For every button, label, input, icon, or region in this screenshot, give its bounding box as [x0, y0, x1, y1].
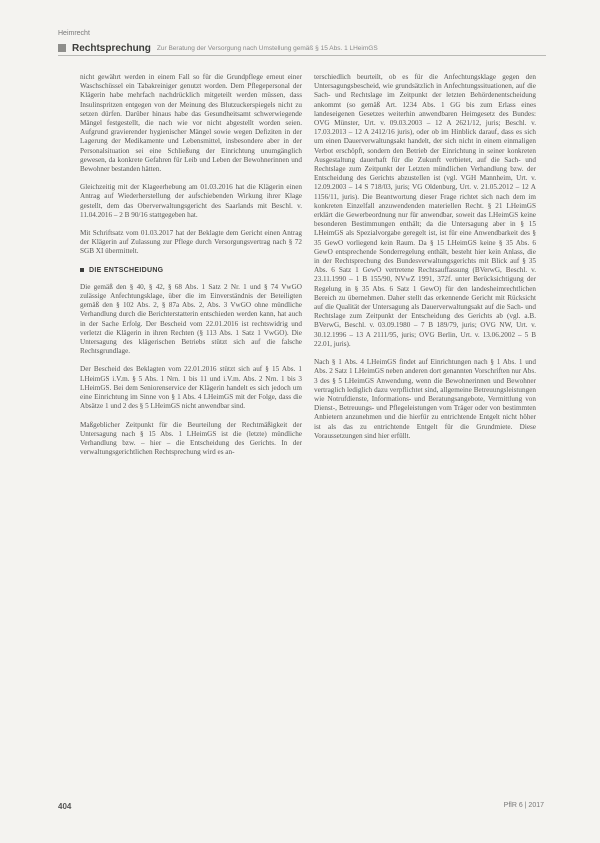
page-number: 404	[58, 802, 72, 811]
header-square-icon	[58, 44, 66, 52]
decision-paragraph-1: Die gemäß den § 40, § 42, § 68 Abs. 1 Satz 2 Nr. 1 und § 74 VwGO zulässige Anfechtungsklage, über die im Einverständnis der Beteiligten gemäß den § 102 Abs. 2, § 87a Abs. 2, Abs. 3 VwGO ohne mündliche Verhandlung durch die Berichterstatterin entschieden werden kann, hat auch in der Sache Erfolg. Der Bescheid vom 22.01.2016 ist rechtswidrig und verletzt die Klägerin in ihren Rechten (§ 113 Abs. 1 Satz 1 VwGO). Die Untersagung des klägerischen Betriebs stützt sich auf die falsche Rechtsgrundlage.	[80, 282, 302, 356]
left-column	[80, 73, 302, 466]
journal-issue: PflR 6 | 2017	[503, 802, 544, 809]
section-bullet-icon	[80, 268, 84, 272]
kicker-label: Heimrecht	[58, 30, 90, 37]
decision-paragraph-2: Der Bescheid des Beklagten vom 22.01.2016 stützt sich auf § 15 Abs. 1 LHeimGS i.V.m. § 5 Abs. 1 Nrn. 1 bis 11 und i.V.m. Abs. 2 Nrn. 1 bis 3 LHeimGS. Bei dem Seniorenservice der Klägerin handelt es sich jedoch um eine Einrichtung im Sinne von § 1 Abs. 4 LHeimGS mit der Folge, dass die Absätze 1 und 2 des § 5 LHeimGS nicht anwendbar sind.	[80, 365, 302, 411]
header-subtitle: Zur Beratung der Versorgung nach Umstellung gemäß § 15 Abs. 1 LHeimGS	[156, 44, 378, 52]
header-title: Rechtsprechung	[72, 42, 151, 54]
right-paragraph-2: Nach § 1 Abs. 4 LHeimGS findet auf Einrichtungen nach § 1 Abs. 1 und Abs. 2 Satz 1 LHeimGS neben anderen dort genannten Vorschriften nur Abs. 3 des § 5 LHeimGS Anwendung, wenn die Bewohnerinnen und Bewohner vertraglich lediglich dazu verpflichtet sind, allgemeine Betreuungsleistungen wie Notrufdienste, Informations- und Beratungsangebote, Vermittlung von Dienst-, Betreuungs- und Pflegeleistungen vom Träger oder von bestimmten Anbietern anzunehmen und die hierfür zu entrichtende Entgelt nicht höher ist als das zu entrichtende Entgelt für die Grundmiete. Diese Voraussetzungen sind hier erfüllt.	[314, 358, 536, 440]
right-paragraph-1: terschiedlich beurteilt, ob es für die Anfechtungsklage gegen den Untersagungsbescheid, wie grundsätzlich in Anfechtungssituationen, auf die Sach- und Rechtslage im Zeitpunkt der letzten Behördenentscheidung ankommt (so gemäß Art. 1234 Abs. 1 GG bis zum Erlass eines landeseigenen Gesetzes weiterhin anwendbaren Heimgesetz des Bundes: OVG Münster, Urt. v. 09.03.2003 – 12 A 2621/12, juris; Beschl. v. 17.03.2013 – 12 A 2412/16 juris), oder ob im Hinblick darauf, dass es sich um einen Dauerverwaltungsakt handelt, der sich nicht in einem einmaligen Verbot erschöpft, sondern den Betrieb der Einrichtung in seiner konkreten Ausgestaltung dauerhaft für die Zukunft verbietet, auf die Sach- und Rechtslage zum Zeitpunkt der Letzten mündlichen Verhandlung bzw. der Entscheidung des Gerichts abzustellen ist (vgl. VGH Mannheim, Urt. v. 12.09.2003 – 14 S 718/03, juris; VG Oldenburg, Urt. v. 21.05.2012 – 12 A 1156/11, juris). Die Beantwortung dieser Frage richtet sich nach dem im konkreten Einzelfall anzuwendenden materiellen Recht. § 21 LHeimGS erklärt die Gewerbeordnung nur für anwendbar, soweit das LHeimGS keine besonderen Bestimmungen enthält; da die Untersagung aber in § 15 LHeimGS als Spezialvorgabe geregelt ist, ist für eine Anwendbarkeit des § 35 GewO vorliegend kein Raum. Da § 15 LHeimGS keine § 35 Abs. 6 GewO entsprechende Sonderregelung enthält, besteht hier kein Anlass, die in der Rechtsprechung des Bundesverwaltungsgerichts mit Blick auf § 35 Abs. 6 Satz 1 GewO vertretene Rechtsauffassung (BVerwG, Beschl. v. 23.11.1990 – 1 B 155/90, NVwZ 1991, 372f. unter Berücksichtigung der Regelung in § 35 Abs. 6 Satz 1 GewO) für den landesheimrechtlichen Bereich zu übernehmen. Daher stellt das erkennende Gericht mit Rücksicht auf die Qualität der Untersagung als Dauerverwaltungsakt auf die Sach- und Rechtslage zum Zeitpunkt der Entscheidung des Gerichts ab (vgl. a.B. BVerwG, Beschl. v. 03.09.1980 – 7 B 189/79, juris; OVG NW, Urt. v. 30.12.1996 – 13 A 2111/95, juris; OVG Berlin, Urt. v. 13.06.2002 – 5 B 22.01, juris).	[314, 73, 536, 348]
left-paragraph-3: Mit Schriftsatz vom 01.03.2017 hat der Beklagte dem Gericht einen Antrag der Klägerin auf Zulassung zur Pflege durch Versorgungsvertrag nach § 72 SGB XI übermittelt.	[80, 229, 302, 256]
decision-paragraph-3: Maßgeblicher Zeitpunkt für die Beurteilung der Rechtmäßigkeit der Untersagung nach § 15 Abs. 1 LHeimGS ist die (letzte) mündliche Verhandlung bzw. – hier – die Entscheidung des Gerichts. In der verwaltungsgerichtlichen Rechtsprechung wird es an-	[80, 420, 302, 457]
left-paragraph-1: nicht gewährt werden in einem Fall so für die Grundpflege erneut einer Waschschüssel ein Tabakreiniger genutzt worden. Dem Pflegepersonal der Klägerin habe mehrfach nachdrücklich mitgeteilt werden müssen, dass Insulinspritzen entgegen von der Meinung des Blutzuckerspiegels nicht zu setzen dürfen. Darüber hinaus habe das Gesundheitsamt schwerwiegende Mängel festgestellt, die nach wie vor nicht abgestellt worden seien. Aufgrund gravierender hygienischer Mängel sowie wegen Defiziten in der Lagerung der Medikamente und Lebensmittel, insbesondere aber in der Personalsituation sei eine Schließung der Einrichtung unumgänglich gewesen, da konkrete Gefahren für Leib und Leben der Bewohnerinnen und Bewohner bestanden hätten.	[80, 73, 302, 174]
left-paragraph-2: Gleichzeitig mit der Klageerhebung am 01.03.2016 hat die Klägerin einen Antrag auf Wiederherstellung der aufschiebenden Wirkung ihrer Klage gestellt, dem das Oberverwaltungsgericht des Saarlands mit Beschl. v. 11.04.2016 – 2 B 90/16 stattgegeben hat.	[80, 183, 302, 219]
right-column	[314, 73, 536, 450]
section-heading	[80, 266, 302, 275]
section-heading-text: DIE ENTSCHEIDUNG	[89, 266, 164, 274]
running-header	[58, 41, 546, 56]
